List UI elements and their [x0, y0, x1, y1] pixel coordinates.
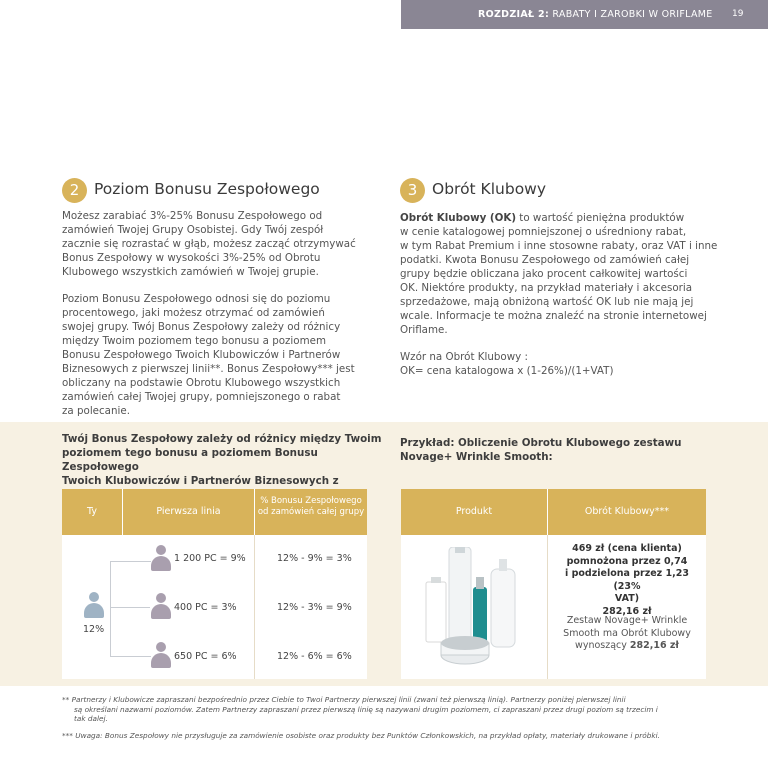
table-header-you: Ty [62, 489, 122, 535]
first-line-value: 1 200 PC = 9% [174, 553, 246, 564]
first-line-person-icon [150, 642, 172, 668]
section-paragraph: Poziom Bonusu Zespołowego odnosi się do poziomu procentowego, jaki możesz otrzymać od zamówień swojej grupy. Twój Bonus Zespołowy zależy od różnicy między Twoim poziomem tego bonusu a poziomem Bonusu Zespołowego Twoich Klubowiczów i Partnerów Biznesowych z pierwszej linii**. Bonus Zespołowy*** jest obliczany na podstawie Obrotu Klubowego wszystkich zamówień całej Twojej grupy, pomniejszonego o rabat za polecanie. [62, 293, 355, 417]
bonus-value: 12% - 6% = 6% [277, 651, 352, 662]
bonus-value: 12% - 9% = 3% [277, 553, 352, 564]
section-title: Poziom Bonusu Zespołowego [94, 180, 320, 198]
band-left-caption: Twój Bonus Zespołowy zależy od różnicy między Twoim poziomem tego bonusu a poziomem Bonusu Zespołowego Twoich Klubowiczów i Partnerów Biznesowych z [62, 433, 382, 487]
novage-product-set-image [421, 547, 536, 672]
first-line-person-icon [150, 545, 172, 571]
bonus-table [62, 489, 367, 679]
page-number: 19 [732, 9, 744, 19]
section-number-badge: 3 [400, 178, 425, 203]
chapter-title: ROZDZIAŁ 2: RABATY I ZAROBKI W ORIFLAME [478, 9, 713, 20]
section-title: Obrót Klubowy [432, 180, 547, 198]
section-paragraph: Obrót Klubowy (OK) to wartość pieniężna produktów w cenie katalogowej pomniejszonej o uśredniony rabat, w tym Rabat Premium i inne stosowne rabaty, oraz VAT i inne podatki. Kwota Bonusu Zespołowego od zamówień całej grupy będzie obliczana jako procent całkowitej wartości OK. Niektóre produkty, na przykład materiały i akcesoria sprzedażowe, mają obniżoną wartość OK lub nie mają jej wcale. Informacje te można znaleźć na stronie internetowej Oriflame. [400, 212, 718, 336]
section-number-badge: 2 [62, 178, 87, 203]
band-right-caption: Przykład: Obliczenie Obrotu Klubowego zestawu Novage+ Wrinkle Smooth: [400, 437, 682, 463]
tree-connector [110, 607, 150, 608]
bonus-value: 12% - 3% = 9% [277, 602, 352, 613]
you-value: 12% [83, 624, 105, 635]
tree-connector [110, 561, 151, 657]
table-header-product: Produkt [401, 489, 547, 535]
footnote: *** Uwaga: Bonus Zespołowy nie przysługuje za zamówienie osobiste oraz produkty bez Punktów Członkowskich, na przykład opłaty, materiały drukowane i próbki. [62, 731, 660, 740]
formula-text: Wzór na Obrót Klubowy : OK= cena katalogowa x (1-26%)/(1+VAT) [400, 351, 614, 377]
first-line-person-icon [150, 593, 172, 619]
section-paragraph: Możesz zarabiać 3%-25% Bonusu Zespołowego od zamówień Twojej Grupy Osobistej. Gdy Twój zespół zacznie się rozrastać w głąb, możesz zacząć otrzymywać Bonus Zespołowy w wysokości 3%-25% od Obrotu Klubowego wszystkich zamówień w Twojej grupie. [62, 210, 356, 278]
first-line-value: 650 PC = 6% [174, 651, 237, 662]
table-divider [254, 535, 255, 679]
club-turnover-calculation: 469 zł (cena klienta) pomnożona przez 0,74 i podzielona przez 1,23 (23% VAT) 282,16 zł [565, 543, 689, 617]
first-line-value: 400 PC = 3% [174, 602, 237, 613]
table-header-bonus: % Bonusu Zespołowego od zamówień całej grupy [255, 489, 367, 535]
club-turnover-summary: Zestaw Novage+ Wrinkle Smooth ma Obrót Klubowy wynoszący 282,16 zł [563, 615, 691, 651]
table-header-club-turnover: Obrót Klubowy*** [548, 489, 706, 535]
chapter-header-bar [401, 0, 768, 29]
you-person-icon [83, 592, 105, 618]
table-header-first-line: Pierwsza linia [123, 489, 254, 535]
footnote: ** Partnerzy i Klubowicze zapraszani bezpośrednio przez Ciebie to Twoi Partnerzy pierwszej linii (zwani też pierwszą linią). Partnerzy poniżej pierwszej linii są określani nazwami poziomów. Zatem Partnerzy zapraszani przez pierwszą linię są nazywani drugim poziomem, ci zapraszani przez drugi poziom są trzecim i tak dalej. [62, 695, 658, 723]
product-table [401, 489, 706, 679]
table-divider [547, 535, 548, 679]
